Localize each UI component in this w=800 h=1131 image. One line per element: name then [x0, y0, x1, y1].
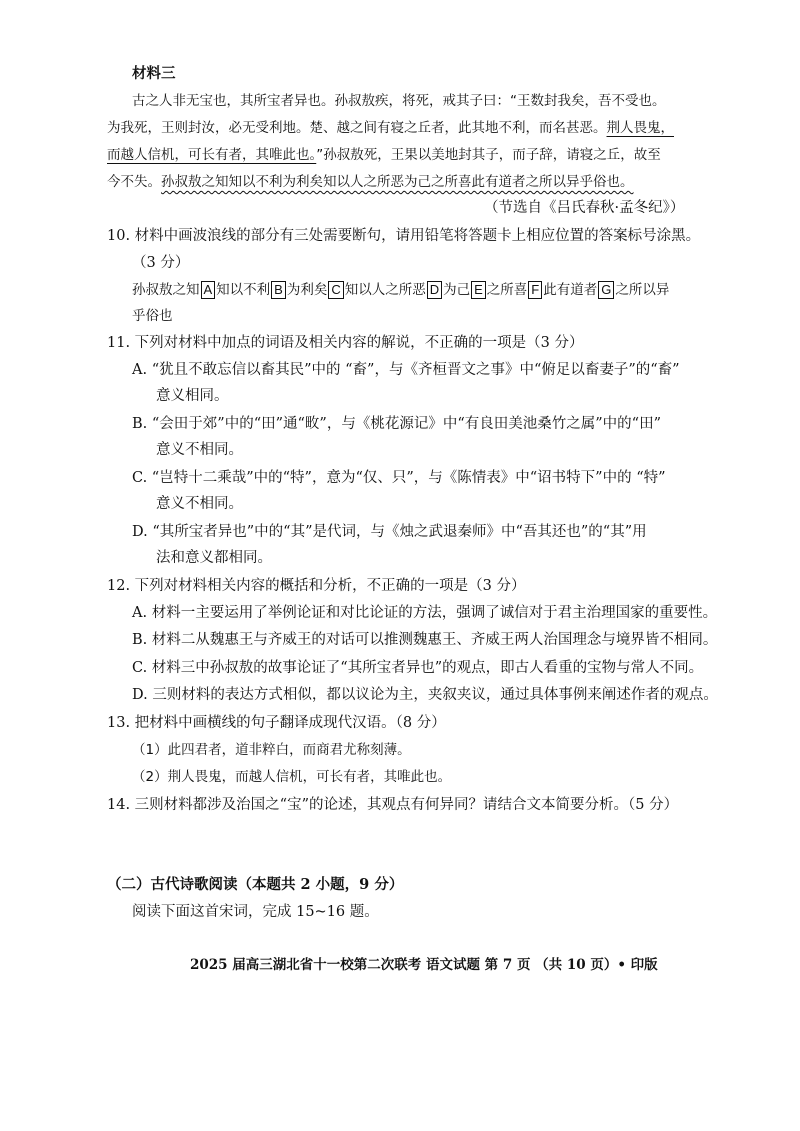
question-12-option-b: B. 材料二从魏惠王与齐威王的对话可以推测魏惠王、齐威王两人治国理念与境界皆不相同。 — [132, 632, 718, 648]
question-10-sentence-end: 乎俗也 — [132, 308, 173, 324]
question-11-option-a-cont: 意义相同。 — [156, 388, 229, 404]
question-10-stem: 10. 材料中画波浪线的部分有三处需要断句，请用铅笔将答题卡上相应位置的答案标号涂黑。 — [107, 228, 701, 244]
q10-marker-a: A — [201, 281, 216, 299]
q10-marker-f: F — [528, 281, 542, 299]
material-three-source: （节选自《吕氏春秋·孟冬纪》） — [484, 200, 685, 216]
q10-segment: 知以不利 — [216, 282, 271, 298]
question-10-sentence — [132, 280, 669, 300]
question-11-option-b: B. “会田于郊”中的“田”通“畋”，与《桃花源记》中“有良田美池桑竹之属”中的“田” — [132, 416, 661, 432]
q10-segment: 之所以异 — [615, 282, 670, 298]
question-11-option-b-cont: 意义不相同。 — [156, 442, 243, 458]
question-11-stem: 11. 下列对材料中加点的词语及相关内容的解说，不正确的一项是（3 分） — [107, 335, 584, 351]
q10-segment: 此有道者 — [543, 282, 598, 298]
question-11-option-c: C. “岂特十二乘哉”中的“特”，意为“仅、只”，与《陈情表》中“诏书特下”中的 “特” — [132, 470, 666, 486]
underlined-sentence-part-2: 而越人信机，可长有者，其唯此也。 — [107, 147, 317, 163]
material-three-heading: 材料三 — [132, 65, 176, 82]
q10-marker-b: B — [271, 281, 286, 299]
question-12-option-d: D. 三则材料的表达方式相似，都以议论为主，夹叙夹议，通过具体事例来阐述作者的观点。 — [132, 687, 718, 703]
material-three-line-3 — [107, 145, 661, 165]
material-three-text: 今不失。 — [107, 174, 161, 190]
question-12-stem: 12. 下列对材料相关内容的概括和分析，不正确的一项是（3 分） — [107, 578, 526, 594]
material-three-line-2 — [107, 118, 674, 138]
material-three-line-1: 古之人非无宝也，其所宝者异也。孙叔敖疾，将死，戒其子曰：“王数封我矣，吾不受也。 — [132, 93, 666, 109]
material-three-text: 为我死，王则封汝，必无受利地。楚、越之间有寝之丘者，此其地不利，而名甚恶。 — [107, 120, 607, 136]
question-13-sentence-1: （1）此四君者，道非粹白，而商君尤称刻薄。 — [132, 742, 411, 758]
underlined-sentence-part-1: 荆人畏鬼， — [606, 120, 674, 136]
q10-marker-e: E — [471, 281, 486, 299]
question-11-option-d: D. “其所宝者异也”中的“其”是代词，与《烛之武退秦师》中“吾其还也”的“其”用 — [132, 524, 647, 540]
question-11-option-c-cont: 意义不相同。 — [156, 496, 243, 512]
page-footer: 2025 届高三湖北省十一校第二次联考 语文试题 第 7 页 （共 10 页）• 印版 — [190, 957, 658, 973]
question-12-option-a: A. 材料一主要运用了举例论证和对比论证的方法，强调了诚信对于君主治理国家的重要性。 — [132, 605, 718, 621]
q10-segment: 为利矣 — [286, 282, 328, 298]
section-two-intro: 阅读下面这首宋词，完成 15~16 题。 — [132, 904, 379, 920]
question-12-option-c: C. 材料三中孙叔敖的故事论证了“其所宝者异也”的观点，即古人看重的宝物与常人不同。 — [132, 660, 704, 676]
question-11-option-d-cont: 法和意义都相同。 — [156, 550, 272, 566]
q10-marker-g: G — [598, 281, 614, 299]
wavy-underlined-passage: 孙叔敖之知知以不利为利矣知以人之所恶为己之所喜此有道者之所以异乎俗也。 — [161, 174, 634, 190]
question-11-option-a: A. “犹且不敢忘信以畜其民”中的 “畜”，与《齐桓晋文之事》中“俯足以畜妻子”的“畜” — [132, 362, 680, 378]
q10-segment: 孙叔敖之知 — [132, 282, 200, 298]
q10-segment: 之所喜 — [486, 282, 528, 298]
question-13-stem: 13. 把材料中画横线的句子翻译成现代汉语。（8 分） — [107, 715, 446, 731]
q10-marker-d: D — [427, 281, 442, 299]
material-three-line-4 — [107, 172, 634, 192]
q10-marker-c: C — [328, 281, 343, 299]
q10-segment: 知以人之所恶 — [344, 282, 426, 298]
q10-segment: 为己 — [443, 282, 471, 298]
question-13-sentence-2: （2）荆人畏鬼，而越人信机，可长有者，其唯此也。 — [132, 769, 452, 785]
question-14-stem: 14. 三则材料都涉及治国之“宝”的论述，其观点有何异同？请结合文本简要分析。（5 分） — [107, 797, 679, 813]
section-two-heading: （二）古代诗歌阅读（本题共 2 小题，9 分） — [107, 876, 404, 893]
material-three-text: ”孙叔敖死，王果以美地封其子，而子辞，请寝之丘，故至 — [316, 147, 661, 163]
question-10-score: （3 分） — [132, 255, 190, 271]
